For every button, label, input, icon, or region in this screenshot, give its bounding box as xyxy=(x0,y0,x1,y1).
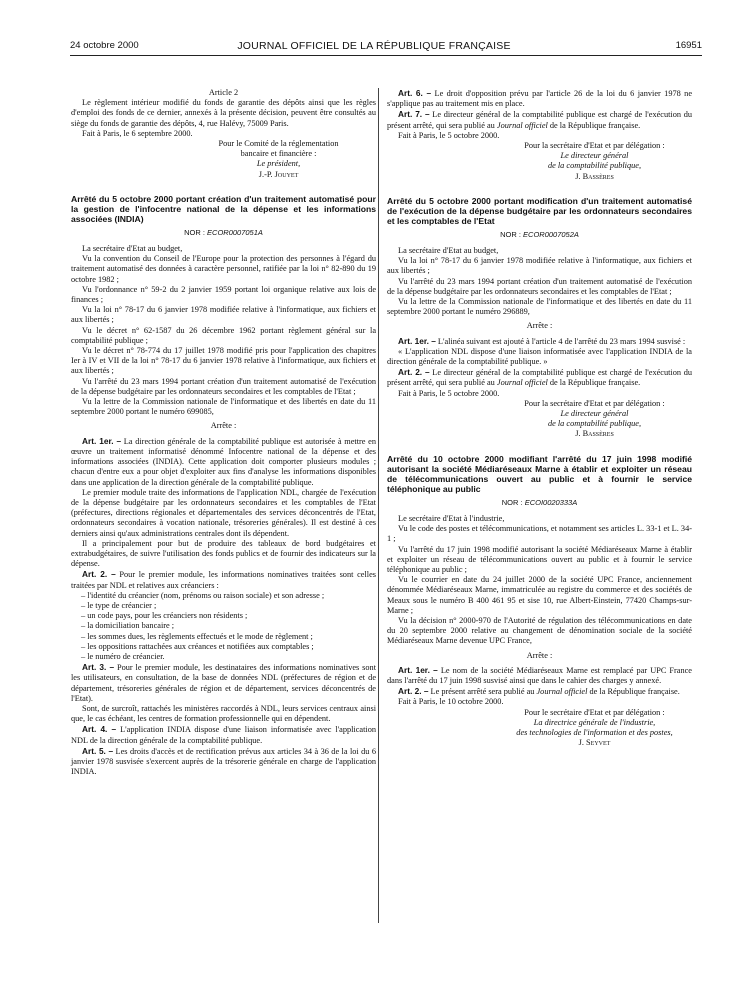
signature-line: Le président, xyxy=(256,159,301,169)
signatory-name: J. Seyvet xyxy=(578,738,611,748)
decree-preamble: Le secrétaire d'Etat à l'industrie, xyxy=(398,513,505,523)
visa-paragraph: Vu la lettre de la Commission nationale de l'informatique et des libertés en date du 11 septembre 2000 portant le numéro 296889, xyxy=(387,297,692,317)
visa-paragraph: Vu la loi n° 78-17 du 6 janvier 1978 modifiée relative à l'informatique, aux fichiers et aux libertés ; xyxy=(71,305,376,325)
article-label: Art. 1er. – xyxy=(398,664,438,675)
article-label: Art. 2. – xyxy=(82,569,116,580)
quoted-paragraph: « L'application NDL dispose d'une liaison informatisée avec l'application INDIA de la direction générale de la comptabilité publique. » xyxy=(387,346,692,367)
nor-label: NOR : xyxy=(500,229,521,239)
visa-paragraph: Vu le décret n° 62-1587 du 26 décembre 1962 portant règlement général sur la comptabilité publique ; xyxy=(71,325,376,345)
signatory-name: J.-P. Jouyet xyxy=(258,169,299,179)
signature-date: Fait à Paris, le 5 octobre 2000. xyxy=(398,388,500,398)
article-label: Art. 6. – xyxy=(398,88,432,98)
nor-reference xyxy=(71,228,376,238)
visa-paragraph: Vu l'arrêté du 17 juin 1998 modifié autorisant la société Médiaréseaux Marne à établir et exploiter un réseau de télécommunications ouvert au public et à fournir le service téléphonique au public ; xyxy=(387,544,692,574)
nor-code: ECOR0007051A xyxy=(207,227,263,237)
nor-label: NOR : xyxy=(184,227,205,237)
signature-line: bancaire et financière : xyxy=(240,149,317,159)
list-item: – la domiciliation bancaire ; xyxy=(81,621,175,631)
signature-line: Le directeur général xyxy=(560,151,629,161)
article-label: Art. 3. – xyxy=(82,662,115,673)
signatory-name: J. Bassères xyxy=(575,429,614,439)
nor-code: ECOR0007052A xyxy=(523,229,579,239)
signature-line: La directrice générale de l'industrie, xyxy=(533,717,656,727)
article-label: Art. 1er. – xyxy=(82,435,122,446)
signature-line: Pour le Comité de la réglementation xyxy=(218,139,339,149)
article-paragraph: Il a principalement pour but de produire des tableaux de bord budgétaires et extrabudgétaires, de suivre l'utilisation des fonds publics et de fournir des indicateurs sur la dépense. xyxy=(71,538,376,569)
article-label: Art. 1er. – xyxy=(398,335,436,346)
visa-paragraph: Vu le code des postes et télécommunications, et notamment ses articles L. 33-1 et L. 34-1 ; xyxy=(387,524,692,544)
signature-date: Fait à Paris, le 5 octobre 2000. xyxy=(398,130,500,140)
article-2-text: Le règlement intérieur modifié du fonds de garantie des dépôts ainsi que les règles d'emploi des fonds de ce dernier, annexés à la présente décision, peuvent être consultés au siège du fonds de garantie des dépôts, 4, rue Halévy, 75009 Paris. xyxy=(71,98,376,128)
article-paragraph: Art. 4. – L'application INDIA dispose d'une liaison informatisée avec l'application NDL de la direction générale de la comptabilité publique. xyxy=(71,724,377,745)
decree-title: Arrêté du 10 octobre 2000 modifiant l'arrêté du 17 juin 1998 modifié autorisant la société Médiaréseaux Marne à établir et exploiter un réseau de télécommunications ouvert au public et à fournir le service téléphonique au public xyxy=(387,453,692,494)
arrete-heading: Arrête : xyxy=(210,421,237,431)
visa-paragraph: Vu le décret n° 78-774 du 17 juillet 1978 modifié pris pour l'application des chapitres Ier à IV et VII de la loi n° 78-17 du 6 janvier 1978 relative à l'informatique, aux fichiers et aux libertés ; xyxy=(71,346,376,376)
article-paragraph: Art. 1er. – La direction générale de la comptabilité publique est autorisée à mettre en œuvre un traitement informatisé dénommé Infocentre national de la dépense et des informations associées (INDIA). Cette application doit comporter plusieurs modules ; chacun d'entre eux a pour objet d'exploiter aux fins d'analyse les informations disponibles dans une application de la direction générale de la comptabilité publique. xyxy=(71,435,376,487)
decree-preamble: La secrétaire d'Etat au budget, xyxy=(398,246,499,256)
decree-title: Arrêté du 5 octobre 2000 portant création d'un traitement automatisé pour la gestion de l'infocentre national de la dépense et les informations associées (INDIA) xyxy=(71,193,376,224)
journal-title: JOURNAL OFFICIEL DE LA RÉPUBLIQUE FRANÇAISE xyxy=(237,40,511,52)
decree-title: Arrêté du 5 octobre 2000 portant modification d'un traitement automatisé de l'exécution de la dépense budgétaire par les ordonnateurs secondaires et les comptables de l'Etat xyxy=(387,195,692,226)
article-paragraph: Art. 2. – Le directeur général de la comptabilité publique est chargé de l'exécution du présent arrêté, qui sera publié au Journal officiel de la République française. xyxy=(387,367,692,388)
article-2-heading: Article 2 xyxy=(208,88,239,97)
visa-paragraph: Vu l'arrêté du 23 mars 1994 portant création d'un traitement automatisé de l'exécution de la dépense budgétaire par les ordonnateurs secondaires et les comptables de l'Etat ; xyxy=(387,276,692,296)
article-label: Art. 2. – xyxy=(398,686,429,697)
signatory-name: J. Bassères xyxy=(575,171,614,181)
page-number: 16951 xyxy=(675,40,702,51)
visa-paragraph: Vu le courrier en date du 24 juillet 2000 de la société UPC France, anciennement dénommée Médiaréseaux Marne, immatriculée au registre du commerce et des sociétés de Meaux sous le numéro B 400 461 95 et sise 10, rue Albert-Einstein, 77420 Champs-sur-Marne ; xyxy=(387,575,692,615)
article-paragraph: Art. 6. – Le droit d'opposition prévu par l'article 26 de la loi du 6 janvier 1978 ne s'applique pas au traitement mis en place. xyxy=(387,88,692,109)
signature-line: Pour la secrétaire d'Etat et par délégation : xyxy=(524,398,665,408)
article-paragraph: Art. 5. – Les droits d'accès et de rectification prévus aux articles 34 à 36 de la loi du 6 janvier 1978 susvisée s'exercent auprès de la trésorerie générale en charge de l'application INDIA. xyxy=(71,745,376,777)
header-rule xyxy=(70,55,702,56)
nor-reference xyxy=(387,498,692,508)
article-label: Art. 7. – xyxy=(398,109,430,120)
article-label: Art. 4. – xyxy=(82,724,117,735)
visa-paragraph: Vu la loi n° 78-17 du 6 janvier 1978 modifiée relative à l'informatique, aux fichiers et aux libertés ; xyxy=(387,256,692,276)
article-label: Art. 2. – xyxy=(398,367,430,378)
signature-date: Fait à Paris, le 6 septembre 2000. xyxy=(82,128,193,138)
visa-paragraph: Vu la convention du Conseil de l'Europe pour la protection des personnes à l'égard du traitement automatisé des données à caractère personnel, ratifiée par la loi n° 82-890 du 19 octobre 1982 ; xyxy=(71,254,376,284)
list-item: – l'identité du créancier (nom, prénoms ou raison sociale) et son adresse ; xyxy=(81,590,325,600)
article-paragraph: Art. 1er. – Le nom de la société Médiaréseaux Marne est remplacé par UPC France dans l'arrêté du 17 juin 1998 susvisé ainsi que dans le cahier des charges y annexé. xyxy=(387,664,692,685)
signature-line: Pour la secrétaire d'Etat et par délégation : xyxy=(524,141,665,151)
article-paragraph: Art. 2. – Le présent arrêté sera publié au Journal officiel de la République française. xyxy=(398,686,680,697)
arrete-heading: Arrête : xyxy=(526,321,553,331)
signature-date: Fait à Paris, le 10 octobre 2000. xyxy=(398,697,504,707)
article-paragraph: Art. 7. – Le directeur général de la comptabilité publique est chargé de l'exécution du présent arrêté, qui sera publié au Journal officiel de la République française. xyxy=(387,109,692,130)
nor-code: ECOI0020333A xyxy=(524,497,578,507)
right-column xyxy=(387,88,692,748)
list-item: – les oppositions rattachées aux créances et notifiées aux comptables ; xyxy=(81,641,314,651)
nor-reference xyxy=(387,230,692,240)
article-paragraph: Sont, de surcroît, rattachés les ministères raccordés à NDL, leurs services centraux ainsi que, le cas échéant, les centres de formation professionnelle qui en dépendent. xyxy=(71,703,376,724)
list-item: – un code pays, pour les créanciers non résidents ; xyxy=(81,611,248,621)
visa-paragraph: Vu l'ordonnance n° 59-2 du 2 janvier 1959 portant loi organique relative aux lois de finances ; xyxy=(71,284,376,305)
article-paragraph: Art. 3. – Pour le premier module, les destinataires des informations nominatives sont les utilisateurs, en consultation, de la base de données NDL (préfectures de région et de département, trésoreries générales de région et de département, services déconcentrés de l'Etat). xyxy=(71,662,376,703)
article-paragraph: Art. 2. – Pour le premier module, les informations nominatives traitées sont celles traitées par NDL et relatives aux créanciers : xyxy=(71,569,377,590)
article-label: Art. 5. – xyxy=(82,745,114,756)
signature-line: des technologies de l'information et des postes, xyxy=(516,727,673,737)
list-item: – les sommes dues, les règlements effectués et le mode de règlement ; xyxy=(81,631,313,641)
signature-line: de la comptabilité publique, xyxy=(547,161,642,171)
header-date: 24 octobre 2000 xyxy=(70,40,139,51)
left-column xyxy=(71,88,376,777)
signature-line: Pour le secrétaire d'Etat et par délégation : xyxy=(524,707,665,717)
list-item: – le numéro de créancier. xyxy=(81,651,165,661)
arrete-heading: Arrête : xyxy=(526,650,553,660)
visa-paragraph: Vu la lettre de la Commission nationale de l'informatique et des libertés en date du 11 septembre 2000 portant le numéro 699085, xyxy=(71,397,376,417)
article-paragraph: Art. 1er. – L'alinéa suivant est ajouté à l'article 4 de l'arrêté du 23 mars 1994 susvisé : xyxy=(398,335,686,346)
nor-label: NOR : xyxy=(501,497,523,507)
visa-paragraph: Vu l'arrêté du 23 mars 1994 portant création d'un traitement automatisé de l'exécution de la dépense budgétaire par les ordonnateurs secondaires et les comptables de l'Etat ; xyxy=(71,376,376,396)
signature-line: Le directeur général xyxy=(560,409,629,419)
decree-preamble: La secrétaire d'Etat au budget, xyxy=(82,244,183,254)
visa-paragraph: Vu la décision n° 2000-970 de l'Autorité de régulation des télécommunications en date du 20 septembre 2000 relative au changement de dénomination sociale de la société Médiaréseaux Marne devenue UPC France, xyxy=(387,615,692,646)
signature-line: de la comptabilité publique, xyxy=(547,419,642,429)
list-item: – le type de créancier ; xyxy=(81,600,157,610)
article-paragraph: Le premier module traite des informations de l'application NDL, chargée de l'exécution de la dépense budgétaire par les ordonnateurs secondaires et les comptables de l'Etat (préfectures, directions régionales et départementales des services déconcentrés de l'Etat, ordonnateurs secondaires à vocation nationale, trésoreries générales). Il est destiné à ces derniers ainsi qu'aux administrations centrales dont ils dépendent. xyxy=(71,487,376,538)
column-separator xyxy=(378,88,379,923)
